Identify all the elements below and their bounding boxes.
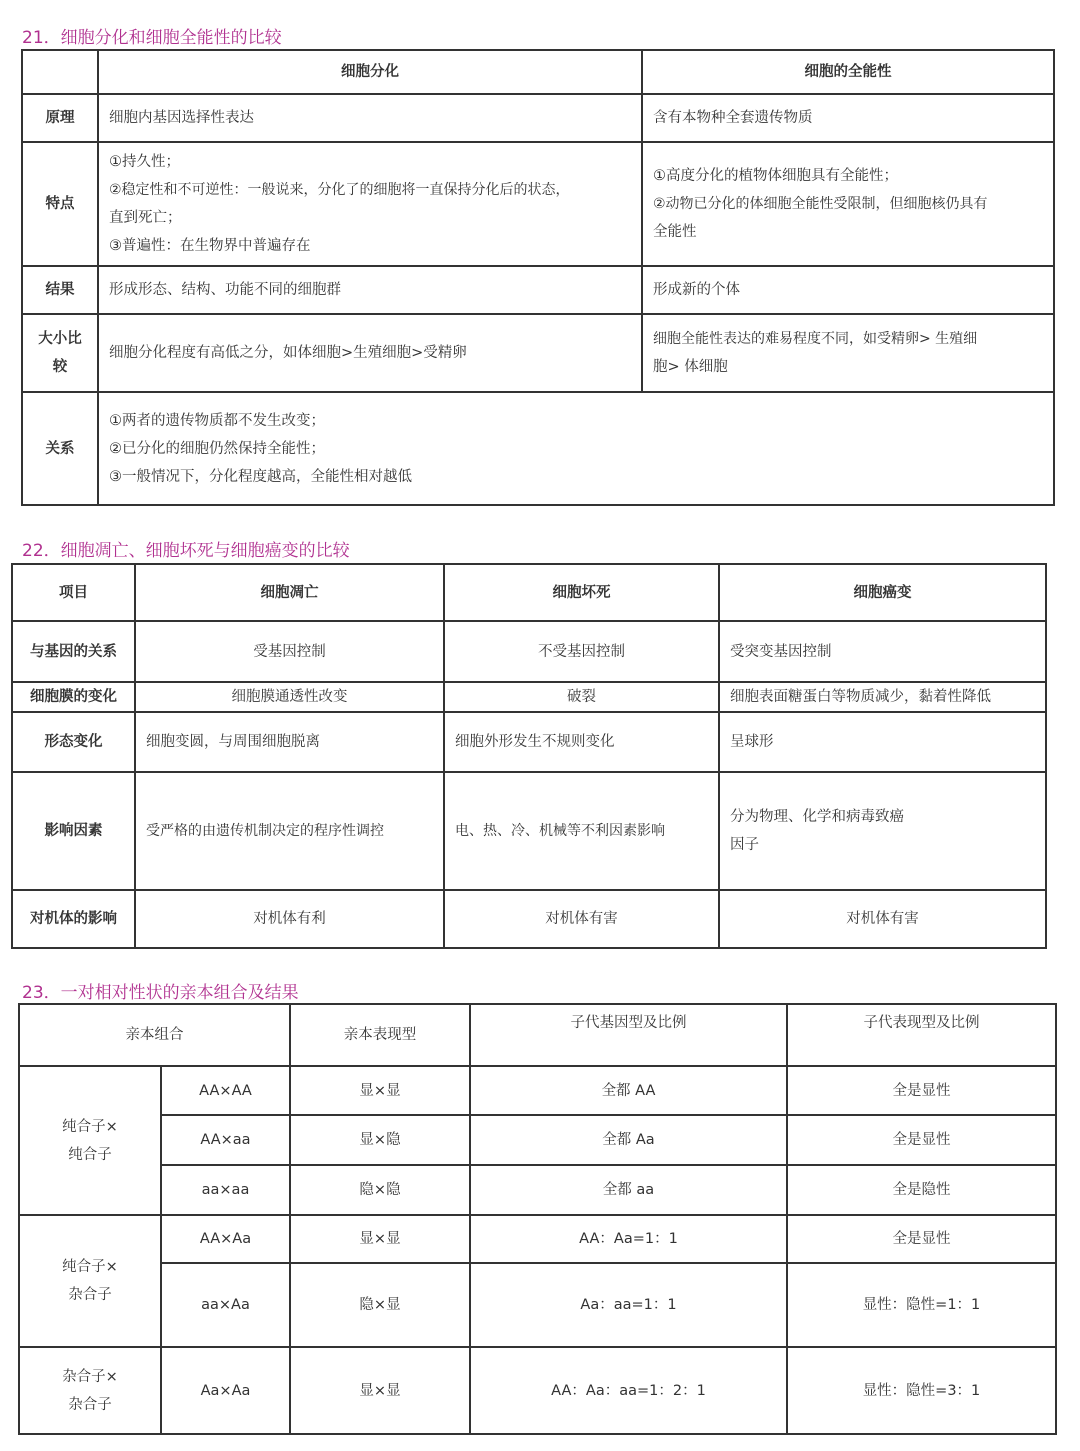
table-cell: 细胞表面糖蛋白等物质减少，黏着性降低 [719, 682, 1046, 712]
section-21-title: 21．细胞分化和细胞全能性的比较 [22, 28, 282, 48]
table-cell [98, 142, 642, 266]
table-cell: 细胞分化程度有高低之分，如体细胞>生殖细胞>受精卵 [98, 314, 642, 392]
table-cell: AA×AA [161, 1066, 290, 1115]
cell-line: ①高度分化的植物体细胞具有全能性； [653, 168, 898, 184]
header-cell: 细胞的全能性 [642, 50, 1054, 94]
table-cell: 含有本物种全套遗传物质 [642, 94, 1054, 142]
header-cell: 细胞分化 [98, 50, 642, 94]
table-cell: AA×aa [161, 1115, 290, 1165]
table-cell: 显×显 [290, 1215, 470, 1263]
table-cell: 隐×隐 [290, 1165, 470, 1215]
cell-line: ②动物已分化的体细胞全能性受限制，但细胞核仍具有 [653, 196, 988, 212]
table-cell: aa×aa [161, 1165, 290, 1215]
row-label: 特点 [22, 142, 98, 266]
table-cell [98, 392, 1054, 505]
cell-line: 杂合子× [62, 1368, 118, 1385]
table-cell [642, 314, 1054, 392]
cell-line: 全能性 [653, 224, 697, 240]
table-cell: 电、热、冷、机械等不利因素影响 [444, 772, 719, 890]
cell-line: ①持久性； [109, 154, 180, 170]
cell-line: 细胞全能性表达的难易程度不同，如受精卵> 生殖细 [653, 331, 978, 347]
section-23-title: 23．一对相对性状的亲本组合及结果 [22, 983, 299, 1003]
row-label: 原理 [22, 94, 98, 142]
table-cell: 细胞变圆，与周围细胞脱离 [135, 712, 444, 772]
table-cell: 对机体有利 [135, 890, 444, 948]
header-cell: 子代基因型及比例 [470, 1004, 787, 1066]
table-cell: AA：Aa=1：1 [470, 1215, 787, 1263]
header-cell: 亲本组合 [19, 1004, 290, 1066]
group-label [19, 1347, 161, 1434]
table-cell: 形成新的个体 [642, 266, 1054, 314]
cell-line: ②已分化的细胞仍然保持全能性； [109, 440, 325, 457]
cell-line: ②稳定性和不可逆性：一般说来，分化了的细胞将一直保持分化后的状态， [109, 182, 570, 198]
header-cell [22, 50, 98, 94]
parent-combination-table [18, 1003, 1057, 1435]
cell-line: 因子 [730, 837, 759, 853]
section-22-title: 22．细胞凋亡、细胞坏死与细胞癌变的比较 [22, 541, 350, 561]
cell-line: ③普遍性：在生物界中普遍存在 [109, 238, 311, 254]
table-cell: AA×Aa [161, 1215, 290, 1263]
table-cell: 显×隐 [290, 1115, 470, 1165]
cell-line: 纯合子× [62, 1259, 118, 1275]
table-cell: 全是隐性 [787, 1165, 1056, 1215]
table-cell: 全是显性 [787, 1215, 1056, 1263]
table-cell: 细胞内基因选择性表达 [98, 94, 642, 142]
row-label: 与基因的关系 [12, 621, 135, 682]
apoptosis-necrosis-cancer-table [11, 563, 1047, 949]
table-cell: 显性：隐性=1：1 [787, 1263, 1056, 1347]
table-cell: 受突变基因控制 [719, 621, 1046, 682]
cell-line: ③一般情况下，分化程度越高，全能性相对越低 [109, 468, 412, 485]
table-cell: 显性：隐性=3：1 [787, 1347, 1056, 1434]
row-label: 细胞膜的变化 [12, 682, 135, 712]
cell-line: 纯合子 [68, 1146, 112, 1163]
table-cell: 不受基因控制 [444, 621, 719, 682]
differentiation-totipotency-table [21, 49, 1055, 506]
table-cell: 受严格的由遗传机制决定的程序性调控 [135, 772, 444, 890]
row-label: 影响因素 [12, 772, 135, 890]
header-cell: 细胞癌变 [719, 564, 1046, 621]
header-cell: 细胞坏死 [444, 564, 719, 621]
cell-line: 纯合子× [62, 1118, 118, 1135]
table-cell: 显×显 [290, 1347, 470, 1434]
table-cell: AA：Aa：aa=1：2：1 [470, 1347, 787, 1434]
group-label [19, 1066, 161, 1215]
cell-line: 直到死亡； [109, 210, 182, 226]
row-label: 关系 [22, 392, 98, 505]
table-cell: aa×Aa [161, 1263, 290, 1347]
table-cell: Aa×Aa [161, 1347, 290, 1434]
table-cell: 隐×显 [290, 1263, 470, 1347]
cell-line: 分为物理、化学和病毒致癌 [730, 809, 904, 825]
table-cell: 全是显性 [787, 1115, 1056, 1165]
table-cell: 全是显性 [787, 1066, 1056, 1115]
table-cell: 全都 aa [470, 1165, 787, 1215]
header-cell: 子代表现型及比例 [787, 1004, 1056, 1066]
group-label [19, 1215, 161, 1347]
cell-line: ①两者的遗传物质都不发生改变； [109, 412, 325, 429]
table-cell: 全都 AA [470, 1066, 787, 1115]
cell-line: 杂合子 [68, 1396, 112, 1413]
table-cell [642, 142, 1054, 266]
row-label: 结果 [22, 266, 98, 314]
table-cell: 细胞外形发生不规则变化 [444, 712, 719, 772]
cell-line: 胞> 体细胞 [653, 359, 728, 375]
table-cell: 细胞膜通透性改变 [135, 682, 444, 712]
table-cell: 显×显 [290, 1066, 470, 1115]
table-cell: 受基因控制 [135, 621, 444, 682]
header-cell: 细胞凋亡 [135, 564, 444, 621]
header-cell: 项目 [12, 564, 135, 621]
table-cell: 形成形态、结构、功能不同的细胞群 [98, 266, 642, 314]
table-cell: Aa：aa=1：1 [470, 1263, 787, 1347]
cell-line: 杂合子 [68, 1287, 112, 1303]
row-label: 形态变化 [12, 712, 135, 772]
table-cell: 呈球形 [719, 712, 1046, 772]
table-cell: 全都 Aa [470, 1115, 787, 1165]
row-label: 对机体的影响 [12, 890, 135, 948]
row-label: 大小比较 [22, 314, 98, 392]
table-cell: 对机体有害 [719, 890, 1046, 948]
table-cell: 对机体有害 [444, 890, 719, 948]
header-cell: 亲本表现型 [290, 1004, 470, 1066]
table-cell [719, 772, 1046, 890]
table-cell: 破裂 [444, 682, 719, 712]
